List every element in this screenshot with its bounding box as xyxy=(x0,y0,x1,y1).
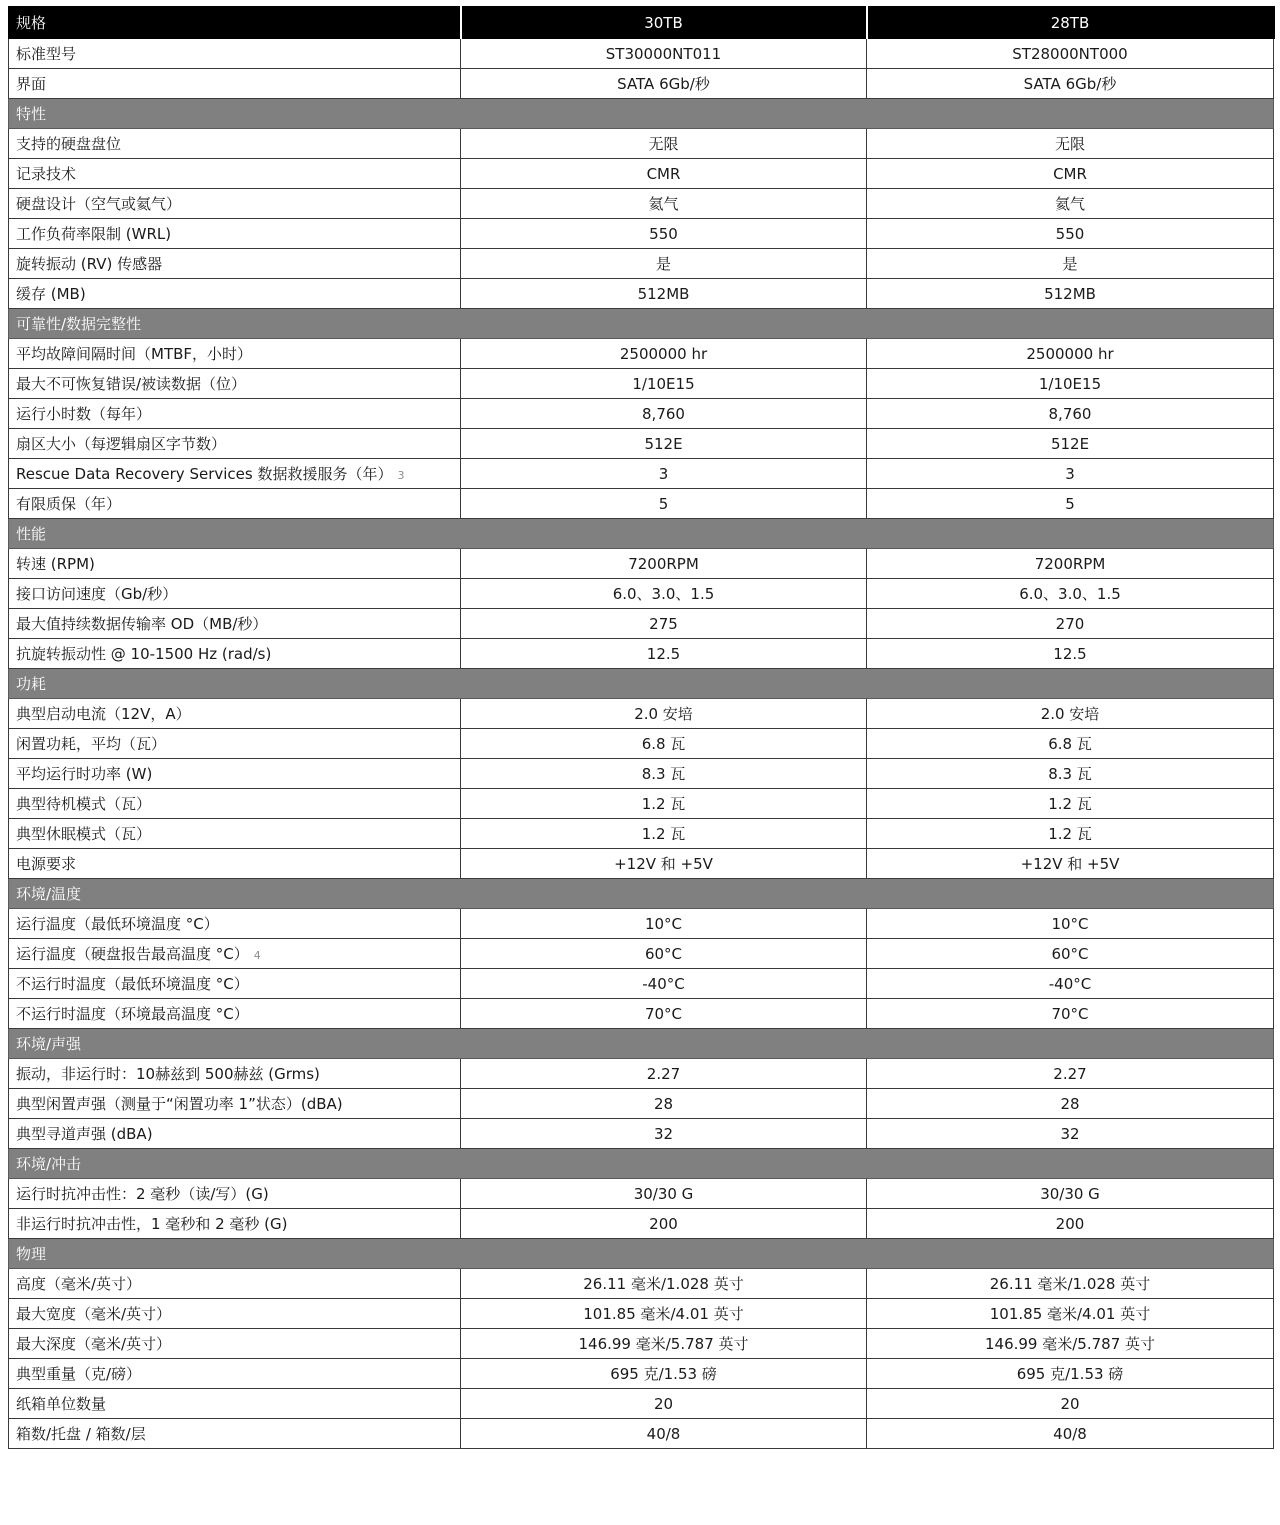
value-28tb: 1.2 瓦 xyxy=(867,789,1274,819)
value-28tb: 40/8 xyxy=(867,1419,1274,1449)
section-header-row xyxy=(9,99,1274,129)
spec-row xyxy=(9,459,1274,489)
spec-row xyxy=(9,1089,1274,1119)
value-28tb: 10°C xyxy=(867,909,1274,939)
spec-label: 平均运行时功率 (W) xyxy=(16,765,153,783)
spec-row xyxy=(9,1179,1274,1209)
value-30tb: 2500000 hr xyxy=(461,339,867,369)
spec-label: 界面 xyxy=(16,75,47,93)
value-30tb: 1/10E15 xyxy=(461,369,867,399)
value-28tb: 氦气 xyxy=(867,189,1274,219)
value-30tb: -40°C xyxy=(461,969,867,999)
value-28tb: 26.11 毫米/1.028 英寸 xyxy=(867,1269,1274,1299)
spec-row xyxy=(9,249,1274,279)
value-28tb: 2.27 xyxy=(867,1059,1274,1089)
spec-row xyxy=(9,1389,1274,1419)
spec-label: 运行时抗冲击性：2 毫秒（读/写）(G) xyxy=(16,1185,269,1203)
value-28tb: 12.5 xyxy=(867,639,1274,669)
section-header-row xyxy=(9,519,1274,549)
header-row xyxy=(9,7,1274,39)
spec-label: 旋转振动 (RV) 传感器 xyxy=(16,255,163,273)
spec-label-cell xyxy=(9,459,461,489)
value-30tb: 10°C xyxy=(461,909,867,939)
header-col-28tb: 28TB xyxy=(867,7,1274,39)
section-header-row xyxy=(9,879,1274,909)
spec-label: 硬盘设计（空气或氦气） xyxy=(16,195,182,213)
value-30tb: 200 xyxy=(461,1209,867,1239)
spec-label-cell xyxy=(9,909,461,939)
spec-row xyxy=(9,1419,1274,1449)
spec-label-cell xyxy=(9,429,461,459)
spec-label-cell xyxy=(9,549,461,579)
value-30tb: 32 xyxy=(461,1119,867,1149)
value-30tb: 2.0 安培 xyxy=(461,699,867,729)
value-30tb: 8.3 瓦 xyxy=(461,759,867,789)
value-28tb: 512MB xyxy=(867,279,1274,309)
value-30tb: 60°C xyxy=(461,939,867,969)
value-30tb: 146.99 毫米/5.787 英寸 xyxy=(461,1329,867,1359)
section-header-row xyxy=(9,1239,1274,1269)
spec-row xyxy=(9,189,1274,219)
value-28tb: 8,760 xyxy=(867,399,1274,429)
spec-row xyxy=(9,909,1274,939)
section-header-row xyxy=(9,669,1274,699)
spec-label: 最大不可恢复错误/被读数据（位） xyxy=(16,375,247,393)
value-28tb: 6.0、3.0、1.5 xyxy=(867,579,1274,609)
value-28tb: 1/10E15 xyxy=(867,369,1274,399)
spec-label-cell xyxy=(9,999,461,1029)
value-30tb: 12.5 xyxy=(461,639,867,669)
spec-label: 高度（毫米/英寸） xyxy=(16,1275,142,1293)
footnote-marker: 3 xyxy=(397,469,405,482)
value-30tb: 氦气 xyxy=(461,189,867,219)
spec-label-cell xyxy=(9,639,461,669)
spec-label: 不运行时温度（最低环境温度 °C） xyxy=(16,975,249,993)
header-spec-label: 规格 xyxy=(9,7,461,39)
spec-row xyxy=(9,399,1274,429)
spec-label-cell xyxy=(9,1089,461,1119)
spec-row xyxy=(9,609,1274,639)
spec-label-cell xyxy=(9,1299,461,1329)
spec-row xyxy=(9,759,1274,789)
header-col-30tb: 30TB xyxy=(461,7,867,39)
spec-label: 抗旋转振动性 @ 10-1500 Hz (rad/s) xyxy=(16,645,272,663)
value-28tb: 1.2 瓦 xyxy=(867,819,1274,849)
value-28tb: 3 xyxy=(867,459,1274,489)
value-30tb: 1.2 瓦 xyxy=(461,789,867,819)
value-28tb: 7200RPM xyxy=(867,549,1274,579)
spec-row xyxy=(9,549,1274,579)
section-title: 可靠性/数据完整性 xyxy=(9,309,1274,339)
spec-label: 闲置功耗，平均（瓦） xyxy=(16,735,167,753)
value-30tb: 512MB xyxy=(461,279,867,309)
spec-label-cell xyxy=(9,1419,461,1449)
spec-row xyxy=(9,1059,1274,1089)
spec-label: Rescue Data Recovery Services 数据救援服务（年） xyxy=(16,465,393,483)
section-title: 环境/冲击 xyxy=(9,1149,1274,1179)
value-28tb: 146.99 毫米/5.787 英寸 xyxy=(867,1329,1274,1359)
value-28tb: 695 克/1.53 磅 xyxy=(867,1359,1274,1389)
value-28tb: 6.8 瓦 xyxy=(867,729,1274,759)
spec-table xyxy=(8,6,1275,1449)
spec-row xyxy=(9,849,1274,879)
spec-label-cell xyxy=(9,339,461,369)
value-30tb: 是 xyxy=(461,249,867,279)
spec-label: 最大值持续数据传输率 OD（MB/秒） xyxy=(16,615,268,633)
spec-label-cell xyxy=(9,39,461,69)
spec-label-cell xyxy=(9,579,461,609)
section-header-row xyxy=(9,1029,1274,1059)
spec-label-cell xyxy=(9,1389,461,1419)
spec-row xyxy=(9,279,1274,309)
section-header-row xyxy=(9,309,1274,339)
spec-row xyxy=(9,999,1274,1029)
value-30tb: ST30000NT011 xyxy=(461,39,867,69)
value-30tb: CMR xyxy=(461,159,867,189)
spec-label: 运行温度（硬盘报告最高温度 °C） xyxy=(16,945,249,963)
value-30tb: 无限 xyxy=(461,129,867,159)
value-30tb: 6.8 瓦 xyxy=(461,729,867,759)
spec-row xyxy=(9,1269,1274,1299)
value-28tb: 70°C xyxy=(867,999,1274,1029)
section-title: 功耗 xyxy=(9,669,1274,699)
spec-label: 缓存 (MB) xyxy=(16,285,86,303)
spec-label: 记录技术 xyxy=(16,165,77,183)
value-30tb: 5 xyxy=(461,489,867,519)
spec-label-cell xyxy=(9,1269,461,1299)
value-28tb: 60°C xyxy=(867,939,1274,969)
section-title: 物理 xyxy=(9,1239,1274,1269)
spec-label-cell xyxy=(9,1119,461,1149)
value-28tb: 8.3 瓦 xyxy=(867,759,1274,789)
spec-row xyxy=(9,129,1274,159)
value-28tb: 101.85 毫米/4.01 英寸 xyxy=(867,1299,1274,1329)
value-30tb: 1.2 瓦 xyxy=(461,819,867,849)
spec-row xyxy=(9,159,1274,189)
spec-row xyxy=(9,369,1274,399)
spec-row xyxy=(9,939,1274,969)
spec-row xyxy=(9,429,1274,459)
section-title: 特性 xyxy=(9,99,1274,129)
value-30tb: 695 克/1.53 磅 xyxy=(461,1359,867,1389)
spec-row xyxy=(9,1299,1274,1329)
spec-label-cell xyxy=(9,489,461,519)
spec-label-cell xyxy=(9,789,461,819)
value-30tb: 101.85 毫米/4.01 英寸 xyxy=(461,1299,867,1329)
spec-label-cell xyxy=(9,699,461,729)
spec-label-cell xyxy=(9,1179,461,1209)
spec-label-cell xyxy=(9,729,461,759)
spec-label-cell xyxy=(9,1059,461,1089)
value-30tb: SATA 6Gb/秒 xyxy=(461,69,867,99)
spec-label-cell xyxy=(9,129,461,159)
spec-row xyxy=(9,1359,1274,1389)
spec-row xyxy=(9,1209,1274,1239)
spec-label-cell xyxy=(9,939,461,969)
spec-label: 纸箱单位数量 xyxy=(16,1395,107,1413)
spec-row xyxy=(9,1119,1274,1149)
spec-label: 运行小时数（每年） xyxy=(16,405,152,423)
spec-row xyxy=(9,39,1274,69)
footnote-marker: 4 xyxy=(253,949,261,962)
spec-label: 运行温度（最低环境温度 °C） xyxy=(16,915,219,933)
spec-row xyxy=(9,579,1274,609)
value-28tb: 2500000 hr xyxy=(867,339,1274,369)
spec-label: 典型闲置声强（测量于“闲置功率 1”状态）(dBA) xyxy=(16,1095,343,1113)
spec-label: 支持的硬盘盘位 xyxy=(16,135,122,153)
spec-label: 工作负荷率限制 (WRL) xyxy=(16,225,172,243)
section-title: 环境/温度 xyxy=(9,879,1274,909)
spec-label-cell xyxy=(9,399,461,429)
spec-label-cell xyxy=(9,189,461,219)
spec-row xyxy=(9,1329,1274,1359)
spec-label: 典型重量（克/磅） xyxy=(16,1365,142,1383)
spec-label: 电源要求 xyxy=(16,855,77,873)
section-title: 性能 xyxy=(9,519,1274,549)
value-30tb: 275 xyxy=(461,609,867,639)
value-30tb: 26.11 毫米/1.028 英寸 xyxy=(461,1269,867,1299)
value-30tb: 40/8 xyxy=(461,1419,867,1449)
value-30tb: 20 xyxy=(461,1389,867,1419)
spec-label: 有限质保（年） xyxy=(16,495,122,513)
spec-label-cell xyxy=(9,849,461,879)
value-30tb: 6.0、3.0、1.5 xyxy=(461,579,867,609)
spec-label-cell xyxy=(9,1209,461,1239)
spec-label-cell xyxy=(9,969,461,999)
value-28tb: 30/30 G xyxy=(867,1179,1274,1209)
value-30tb: 8,760 xyxy=(461,399,867,429)
spec-label: 不运行时温度（环境最高温度 °C） xyxy=(16,1005,249,1023)
value-28tb: 32 xyxy=(867,1119,1274,1149)
spec-label-cell xyxy=(9,759,461,789)
value-28tb: 512E xyxy=(867,429,1274,459)
spec-label: 最大深度（毫米/英寸） xyxy=(16,1335,172,1353)
value-28tb: SATA 6Gb/秒 xyxy=(867,69,1274,99)
value-28tb: 无限 xyxy=(867,129,1274,159)
value-28tb: 270 xyxy=(867,609,1274,639)
spec-label-cell xyxy=(9,1359,461,1389)
value-30tb: 550 xyxy=(461,219,867,249)
spec-label: 转速 (RPM) xyxy=(16,555,95,573)
spec-table-body xyxy=(9,39,1274,1449)
spec-label-cell xyxy=(9,1329,461,1359)
spec-label: 典型休眠模式（瓦） xyxy=(16,825,152,843)
value-28tb: 2.0 安培 xyxy=(867,699,1274,729)
value-28tb: 200 xyxy=(867,1209,1274,1239)
spec-label: 接口访问速度（Gb/秒） xyxy=(16,585,178,603)
value-28tb: 20 xyxy=(867,1389,1274,1419)
spec-row xyxy=(9,819,1274,849)
value-28tb: CMR xyxy=(867,159,1274,189)
value-28tb: ST28000NT000 xyxy=(867,39,1274,69)
spec-label: 典型启动电流（12V，A） xyxy=(16,705,191,723)
value-28tb: +12V 和 +5V xyxy=(867,849,1274,879)
value-30tb: 2.27 xyxy=(461,1059,867,1089)
value-30tb: 30/30 G xyxy=(461,1179,867,1209)
spec-label-cell xyxy=(9,369,461,399)
spec-row xyxy=(9,729,1274,759)
spec-row xyxy=(9,339,1274,369)
value-28tb: -40°C xyxy=(867,969,1274,999)
spec-row xyxy=(9,219,1274,249)
value-30tb: 3 xyxy=(461,459,867,489)
spec-label: 典型待机模式（瓦） xyxy=(16,795,152,813)
spec-label-cell xyxy=(9,249,461,279)
value-28tb: 28 xyxy=(867,1089,1274,1119)
value-28tb: 是 xyxy=(867,249,1274,279)
value-30tb: 70°C xyxy=(461,999,867,1029)
spec-label-cell xyxy=(9,819,461,849)
spec-row xyxy=(9,639,1274,669)
spec-label: 最大宽度（毫米/英寸） xyxy=(16,1305,172,1323)
value-28tb: 5 xyxy=(867,489,1274,519)
value-28tb: 550 xyxy=(867,219,1274,249)
spec-label: 箱数/托盘 / 箱数/层 xyxy=(16,1425,146,1443)
value-30tb: 512E xyxy=(461,429,867,459)
spec-row xyxy=(9,489,1274,519)
spec-row xyxy=(9,969,1274,999)
spec-label: 非运行时抗冲击性，1 毫秒和 2 毫秒 (G) xyxy=(16,1215,288,1233)
section-title: 环境/声强 xyxy=(9,1029,1274,1059)
spec-label: 振动，非运行时：10赫兹到 500赫兹 (Grms) xyxy=(16,1065,320,1083)
spec-label-cell xyxy=(9,69,461,99)
value-30tb: +12V 和 +5V xyxy=(461,849,867,879)
spec-label-cell xyxy=(9,279,461,309)
spec-label: 标准型号 xyxy=(16,45,77,63)
spec-label-cell xyxy=(9,219,461,249)
spec-label: 典型寻道声强 (dBA) xyxy=(16,1125,153,1143)
spec-row xyxy=(9,699,1274,729)
value-30tb: 28 xyxy=(461,1089,867,1119)
spec-label-cell xyxy=(9,609,461,639)
value-30tb: 7200RPM xyxy=(461,549,867,579)
section-header-row xyxy=(9,1149,1274,1179)
spec-label-cell xyxy=(9,159,461,189)
spec-row xyxy=(9,789,1274,819)
spec-row xyxy=(9,69,1274,99)
spec-label: 扇区大小（每逻辑扇区字节数） xyxy=(16,435,227,453)
spec-label: 平均故障间隔时间（MTBF，小时） xyxy=(16,345,253,363)
